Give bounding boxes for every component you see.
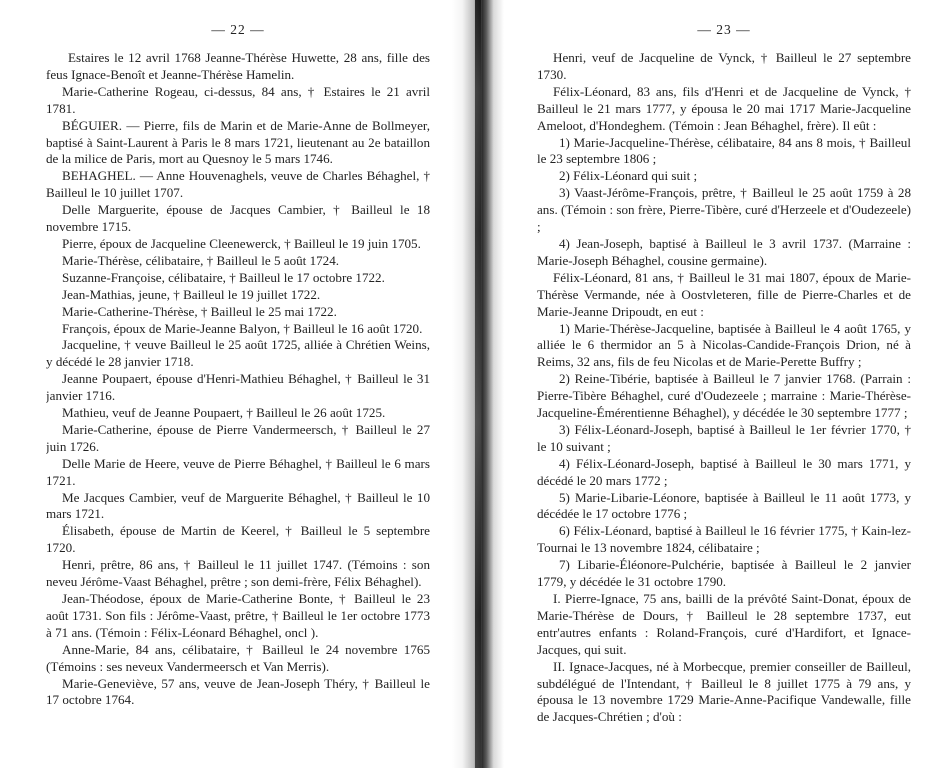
paragraph: Pierre, époux de Jacqueline Cleenewerck, † Bailleul le 19 juin 1705. <box>62 235 421 251</box>
paragraph: Marie-Catherine, épouse de Pierre Vandermeersch, † Bailleul le 27 juin 1726. <box>46 421 430 454</box>
paragraph: Estaires le 12 avril 1768 Jeanne-Thérèse Huwette, 28 ans, fille des feus Ignace-Benoît et Jeanne-Thérèse Hamelin. <box>46 50 430 82</box>
paragraph: Jean-Mathias, jeune, † Bailleul le 19 juillet 1722. <box>62 286 321 302</box>
paragraph: Jean-Théodose, époux de Marie-Catherine Bonte, † Bailleul le 23 août 1731. Son fils : Jérôme-Vaast, prêtre, † Bailleul le 1er octobre 1773 à 71 ans. (Témoin : Félix-Léonard Béhaghel, oncl ). <box>46 591 430 640</box>
page-number-left: — 22 — <box>211 22 265 37</box>
paragraph: Suzanne-Françoise, célibataire, † Bailleul le 17 octobre 1722. <box>62 269 385 285</box>
list-item: 2) Reine-Tibérie, baptisée à Bailleul le 7 janvier 1768. (Parrain : Pierre-Tibère Béhaghel, curé d'Oudezeele ; marraine : Marie-Thérèse-Jacqueline-Émérentienne Béhaghel), y décédée le 30 septembre 1777 ; <box>537 371 911 421</box>
paragraph: Jacqueline, † veuve Bailleul le 25 août 1725, alliée à Chrétien Weins, y décédé le 28 janvier 1718. <box>46 337 430 370</box>
list-item: 3) Félix-Léonard-Joseph, baptisé à Bailleul le 1er février 1770, † le 10 suivant ; <box>537 421 911 454</box>
list-item: 7) Libarie-Éléonore-Pulchérie, baptisée à Bailleul le 2 janvier 1779, y décédée le 31 octobre 1790. <box>537 557 911 590</box>
list-item: 3) Vaast-Jérôme-François, prêtre, † Bailleul le 25 août 1759 à 28 ans. (Témoin : son frère, Pierre-Tibère, curé d'Herzeele et d'Oudezeele) ; <box>537 185 911 235</box>
paragraph: Mathieu, veuf de Jeanne Poupaert, † Bailleul le 26 août 1725. <box>62 405 386 421</box>
paragraph: I. Pierre-Ignace, 75 ans, bailli de la prévôté Saint-Donat, époux de Marie-Thérèse de Dours, † Bailleul le 28 septembre 1737, eut entr'autres enfants : Roland-François, curé d'Hardifort, et Ignace-Jacques, qui suit. <box>537 591 911 657</box>
left-page <box>46 0 430 768</box>
paragraph: Anne-Marie, 84 ans, célibataire, † Bailleul le 24 novembre 1765 (Témoins : ses neveux Vandermeersch et Van Merris). <box>46 641 430 674</box>
paragraph: Marie-Geneviève, 57 ans, veuve de Jean-Joseph Théry, † Bailleul le 17 octobre 1764. <box>46 675 430 708</box>
paragraph: BEHAGHEL. — Anne Houvenaghels, veuve de Charles Béhaghel, † Bailleul le 10 juillet 1707. <box>46 168 430 201</box>
paragraph: Marie-Catherine Rogeau, ci-dessus, 84 ans, † Estaires le 21 avril 1781. <box>46 83 430 116</box>
paragraph: BÉGUIER. — Pierre, fils de Marin et de Marie-Anne de Bollmeyer, baptisé à Saint-Laurent à Paris le 8 mars 1721, lieutenant au 2e bataillon de la milice de Paris, mort au Quesnoy le 5 mars 1746. <box>46 117 430 167</box>
paragraph: Félix-Léonard, 83 ans, fils d'Henri et de Jacqueline de Vynck, † Bailleul le 21 mars 1777, y épousa le 20 mai 1717 Marie-Jacqueline Ameloot, d'Hondeghem. (Témoin : Jean Béhaghel, frère). Il eût : <box>537 83 911 133</box>
paragraph: Henri, veuf de Jacqueline de Vynck, † Bailleul le 27 septembre 1730. <box>537 50 911 82</box>
list-item: 4) Jean-Joseph, baptisé à Bailleul le 3 avril 1737. (Marraine : Marie-Joseph Béhaghel, cousine germaine). <box>537 235 911 268</box>
list-item: 2) Félix-Léonard qui suit ; <box>559 168 698 184</box>
paragraph: Me Jacques Cambier, veuf de Marguerite Béhaghel, † Bailleul le 10 mars 1721. <box>46 489 430 522</box>
list-item: 1) Marie-Jacqueline-Thérèse, célibataire, 84 ans 8 mois, † Bailleul le 23 septembre 1806 ; <box>537 134 911 167</box>
page-number-right: — 23 — <box>697 22 751 37</box>
paragraph: François, époux de Marie-Jeanne Balyon, † Bailleul le 16 août 1720. <box>62 320 423 336</box>
paragraph: Marie-Thérèse, célibataire, † Bailleul le 5 août 1724. <box>62 252 340 268</box>
paragraph: Henri, prêtre, 86 ans, † Bailleul le 11 juillet 1747. (Témoins : son neveu Jérôme-Vaast Béhaghel, prêtre ; son demi-frère, Félix Béhaghel). <box>46 557 430 590</box>
paragraph: Delle Marie de Heere, veuve de Pierre Béhaghel, † Bailleul le 6 mars 1721. <box>46 455 430 488</box>
paragraph: Delle Marguerite, épouse de Jacques Cambier, † Bailleul le 18 novembre 1715. <box>46 202 430 235</box>
paragraph: Jeanne Poupaert, épouse d'Henri-Mathieu Béhaghel, † Bailleul le 31 janvier 1716. <box>46 371 430 404</box>
list-item: 5) Marie-Libarie-Léonore, baptisée à Bailleul le 11 août 1773, y décédée le 17 octobre 1776 ; <box>537 489 911 522</box>
list-item: 4) Félix-Léonard-Joseph, baptisé à Bailleul le 30 mars 1771, y décédé le 20 mars 1772 ; <box>537 455 911 488</box>
paragraph: II. Ignace-Jacques, né à Morbecque, premier conseiller de Bailleul, subdélégué de l'Intendant, † Bailleul le 8 juillet 1775 à 79 ans, y épousa le 13 novembre 1729 Marie-Anne-Pacifique Vandewalle, fille de Jacques-Chrétien ; d'où : <box>537 658 911 725</box>
paragraph: Marie-Catherine-Thérèse, † Bailleul le 25 mai 1722. <box>62 303 337 319</box>
list-item: 6) Félix-Léonard, baptisé à Bailleul le 16 février 1775, † Kain-lez-Tournai le 13 novembre 1824, célibataire ; <box>537 523 911 556</box>
right-page <box>537 0 911 768</box>
list-item: 1) Marie-Thérèse-Jacqueline, baptisée à Bailleul le 4 août 1765, y alliée le 6 thermidor an 5 à Nicolas-Candide-François Drion, né à Reims, 32 ans, fils de feu Nicolas et de Marie-Perette Buffry ; <box>537 320 911 370</box>
paragraph: Félix-Léonard, 81 ans, † Bailleul le 31 mai 1807, époux de Marie-Thérèse Vermande, née à Oostvleteren, fille de Pierre-Charles et de Marie-Jeanne Dripoudt, en eut : <box>537 269 911 319</box>
paragraph: Élisabeth, épouse de Martin de Keerel, † Bailleul le 5 septembre 1720. <box>46 523 430 556</box>
binding-streak <box>475 0 481 768</box>
